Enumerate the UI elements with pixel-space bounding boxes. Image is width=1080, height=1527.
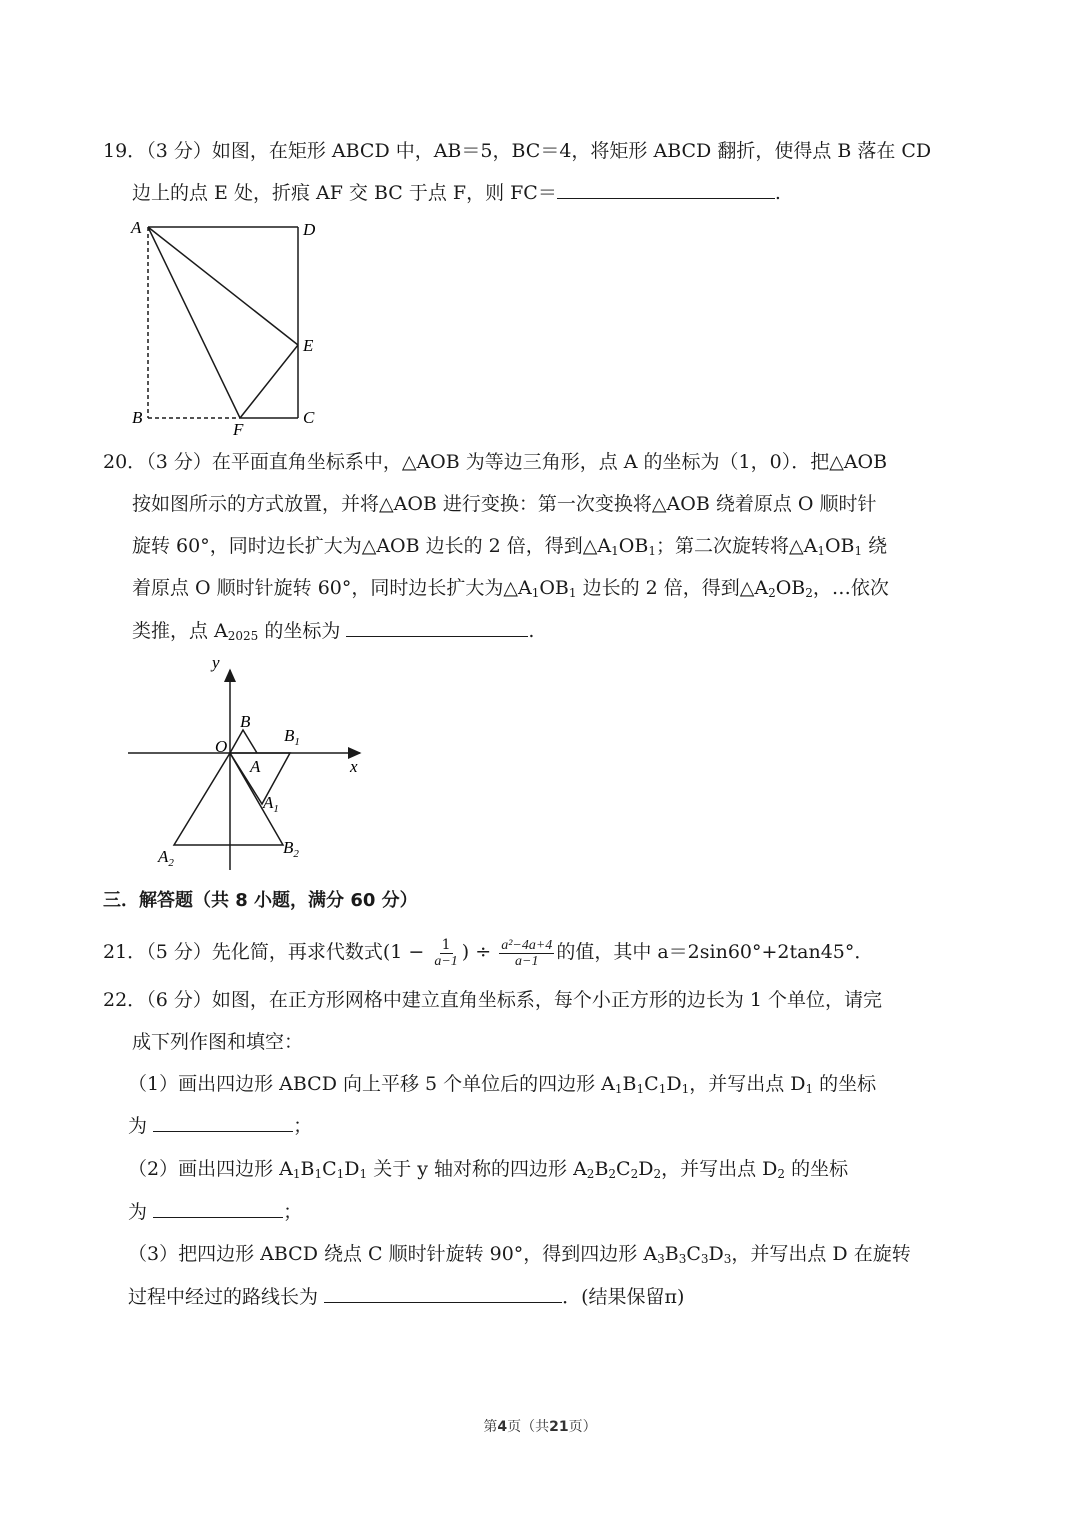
q22-score: （6 分） <box>146 989 212 1011</box>
q22-sub: 1 <box>658 1082 667 1096</box>
q19-answer-blank[interactable] <box>557 180 775 199</box>
q20-text5a: 类推，点 A <box>132 620 228 642</box>
q19-label-d: D <box>303 220 316 239</box>
q19-label-a: A <box>131 218 142 237</box>
q20-text4e: ，…依次 <box>812 577 889 599</box>
q22-sub: 2 <box>777 1167 786 1181</box>
q21-number: 21． <box>103 941 147 963</box>
q21-text3: 的值，其中 a＝2sin60°+2tan45°． <box>556 941 874 963</box>
q19-line1 <box>103 138 931 164</box>
q20-sub: 1 <box>648 544 656 558</box>
page-footer <box>0 1416 1080 1436</box>
q22-p3-end: ．(结果保留π) <box>562 1286 685 1308</box>
q22-sub: 2 <box>630 1167 639 1181</box>
q20-text4c: 边长的 2 倍，得到△A <box>576 577 769 599</box>
q22-line1 <box>103 987 882 1013</box>
q19-fold-af <box>148 227 240 418</box>
q22-sub: 1 <box>314 1167 323 1181</box>
q20-text1: 在平面直角坐标系中，△AOB 为等边三角形，点 A 的坐标为（1，0）．把△AOB <box>211 451 888 473</box>
q20-label-b: B <box>240 712 251 731</box>
q20-label-a1: $A_1$ <box>263 793 279 815</box>
q20-text2: 按如图所示的方式放置，并将△AOB 进行变换：第一次变换将△AOB 绕着原点 O 顺时针 <box>132 493 877 515</box>
q22-p3-d: D <box>708 1243 724 1265</box>
q22-p2-f: B <box>594 1158 609 1180</box>
q22-p2-end: ； <box>283 1201 303 1223</box>
q22-sub: 3 <box>723 1252 732 1266</box>
q22-p3-f: 过程中经过的路线长为 <box>128 1286 319 1308</box>
q20-sub: 1 <box>568 586 577 600</box>
q22-p3-answer-blank[interactable] <box>324 1284 562 1303</box>
q22-p3-text: （3）把四边形 ABCD 绕点 C 顺时针旋转 90°，得到四边形 A <box>128 1243 658 1265</box>
q22-p2-j: 的坐标 <box>785 1158 849 1180</box>
q22-part2-answer <box>128 1199 302 1225</box>
q20-answer-blank[interactable] <box>346 618 528 637</box>
q22-p3-b: B <box>664 1243 679 1265</box>
q22-sub: 3 <box>678 1252 687 1266</box>
q21-frac1-denominator: a−1 <box>434 953 458 969</box>
q20-triangle-aob <box>230 730 257 753</box>
q22-p3-e: ，并写出点 D 在旋转 <box>731 1243 911 1265</box>
footer-page-number: 4 <box>497 1419 508 1435</box>
q21-fraction-1 <box>432 938 459 969</box>
q19-line2 <box>132 180 781 206</box>
q22-p2-c: C <box>322 1158 337 1180</box>
q22-p2-h: D <box>638 1158 654 1180</box>
q20-text4b: OB <box>539 577 569 599</box>
q22-part3-answer <box>128 1284 684 1310</box>
q20-figure <box>120 652 380 877</box>
q19-number: 19． <box>103 140 147 162</box>
q22-sub: 1 <box>681 1082 690 1096</box>
q20-text4a: 着原点 O 顺时针旋转 60°，同时边长扩大为△A <box>132 577 532 599</box>
q22-p2-answer-blank[interactable] <box>153 1199 283 1218</box>
q21-text1: 先化简，再求代数式(1 − <box>211 941 425 963</box>
q22-text1: 如图，在正方形网格中建立直角坐标系，每个小正方形的边长为 1 个单位，请完 <box>211 989 882 1011</box>
q20-sub-2025: 2025 <box>227 629 259 643</box>
q20-line1 <box>103 449 887 475</box>
q22-p2-i: ，并写出点 D <box>661 1158 778 1180</box>
q20-label-y: y <box>212 653 220 672</box>
q19-segment-ae <box>148 227 298 345</box>
q21-score: （5 分） <box>146 941 212 963</box>
q22-number: 22． <box>103 989 147 1011</box>
q22-sub: 1 <box>805 1082 814 1096</box>
q22-sub: 3 <box>700 1252 709 1266</box>
q20-label-a: A <box>250 757 261 776</box>
q19-text1: 如图，在矩形 ABCD 中，AB＝5，BC＝4，将矩形 ABCD 翻折，使得点 B 落在 CD <box>211 140 932 162</box>
q22-p1-b: B <box>622 1073 637 1095</box>
q20-sub: 1 <box>531 586 540 600</box>
q21-fraction-2 <box>499 938 554 969</box>
q22-sub: 1 <box>614 1082 623 1096</box>
q22-line2 <box>132 1029 303 1055</box>
q20-text4d: OB <box>775 577 806 599</box>
q20-label-b2: $B_2$ <box>283 838 299 860</box>
q22-p1-e: ，并写出点 D <box>689 1073 806 1095</box>
q20-text5b: 的坐标为 <box>258 620 341 642</box>
footer-mid: 页（共 <box>507 1419 550 1435</box>
q22-part3 <box>128 1241 911 1267</box>
q22-sub: 1 <box>292 1167 301 1181</box>
q20-text3d: OB <box>824 535 855 557</box>
q22-p1-d: D <box>666 1073 682 1095</box>
q22-sub: 1 <box>636 1082 645 1096</box>
q19-label-f: F <box>233 420 244 435</box>
footer-pre: 第 <box>483 1419 498 1435</box>
q19-score: （3 分） <box>146 140 212 162</box>
q21-frac2-numerator: a²−4a+4 <box>501 937 553 953</box>
q22-part1 <box>128 1071 876 1097</box>
q20-label-b1: $B_1$ <box>284 726 300 748</box>
q20-text3a: 旋转 60°，同时边长扩大为△AOB 边长的 2 倍，得到△A <box>132 535 612 557</box>
q20-text3c: ；第二次旋转将△A <box>655 535 818 557</box>
q22-sub: 2 <box>653 1167 662 1181</box>
q20-label-a2: $A_2$ <box>158 847 174 869</box>
q20-sub: 1 <box>611 544 619 558</box>
q22-p2-e: 关于 y 轴对称的四边形 A <box>367 1158 587 1180</box>
q19-label-b: B <box>132 408 143 427</box>
q19-label-e: E <box>303 336 314 355</box>
q22-part2 <box>128 1156 848 1182</box>
q22-p2-text: （2）画出四边形 A <box>128 1158 293 1180</box>
q22-p3-c: C <box>686 1243 701 1265</box>
q22-p1-answer-blank[interactable] <box>153 1113 293 1132</box>
q20-line4 <box>132 575 889 601</box>
q22-part1-answer <box>128 1113 312 1139</box>
q22-p1-wei: 为 <box>128 1115 148 1137</box>
q19-figure <box>125 215 325 435</box>
q20-line2 <box>132 491 876 517</box>
section-3-heading: 三．解答题（共 8 小题，满分 60 分） <box>103 890 418 911</box>
q21-line <box>103 936 873 969</box>
q20-end: . <box>528 620 535 642</box>
q22-p1-c: C <box>644 1073 659 1095</box>
q19-segment-ef <box>240 345 298 418</box>
q20-sub: 2 <box>805 586 813 600</box>
q22-p2-g: C <box>616 1158 631 1180</box>
q22-p2-d: D <box>344 1158 360 1180</box>
q20-line5 <box>132 618 534 644</box>
q22-p1-f: 的坐标 <box>813 1073 877 1095</box>
q22-p2-b: B <box>300 1158 315 1180</box>
q22-p1-end: ； <box>293 1115 313 1137</box>
q22-sub: 1 <box>359 1167 368 1181</box>
q20-sub: 2 <box>768 586 776 600</box>
q20-text3b: OB <box>618 535 649 557</box>
q19-text2: 边上的点 E 处，折痕 AF 交 BC 于点 F，则 FC＝ <box>132 182 557 204</box>
q22-p1-text: （1）画出四边形 ABCD 向上平移 5 个单位后的四边形 A <box>128 1073 615 1095</box>
q22-sub: 2 <box>608 1167 617 1181</box>
q22-sub: 3 <box>657 1252 665 1266</box>
q20-score: （3 分） <box>146 451 212 473</box>
q22-p2-wei: 为 <box>128 1201 148 1223</box>
footer-post: 页） <box>568 1419 597 1435</box>
q20-line3 <box>132 533 887 559</box>
q20-label-x: x <box>350 757 358 776</box>
q20-text3e: 绕 <box>862 535 888 557</box>
q21-text2: ) ÷ <box>461 941 492 963</box>
q20-sub: 1 <box>817 544 825 558</box>
q19-label-c: C <box>303 408 315 427</box>
q19-end: . <box>774 182 781 204</box>
q20-sub: 1 <box>854 544 863 558</box>
footer-total-pages: 21 <box>549 1419 569 1435</box>
q22-sub: 2 <box>586 1167 595 1181</box>
q22-text2: 成下列作图和填空： <box>132 1031 304 1053</box>
q20-number: 20． <box>103 451 147 473</box>
q21-frac2-denominator: a−1 <box>515 953 539 969</box>
q20-label-o: O <box>215 737 228 756</box>
q21-frac1-numerator: 1 <box>441 936 451 953</box>
q22-sub: 1 <box>336 1167 345 1181</box>
